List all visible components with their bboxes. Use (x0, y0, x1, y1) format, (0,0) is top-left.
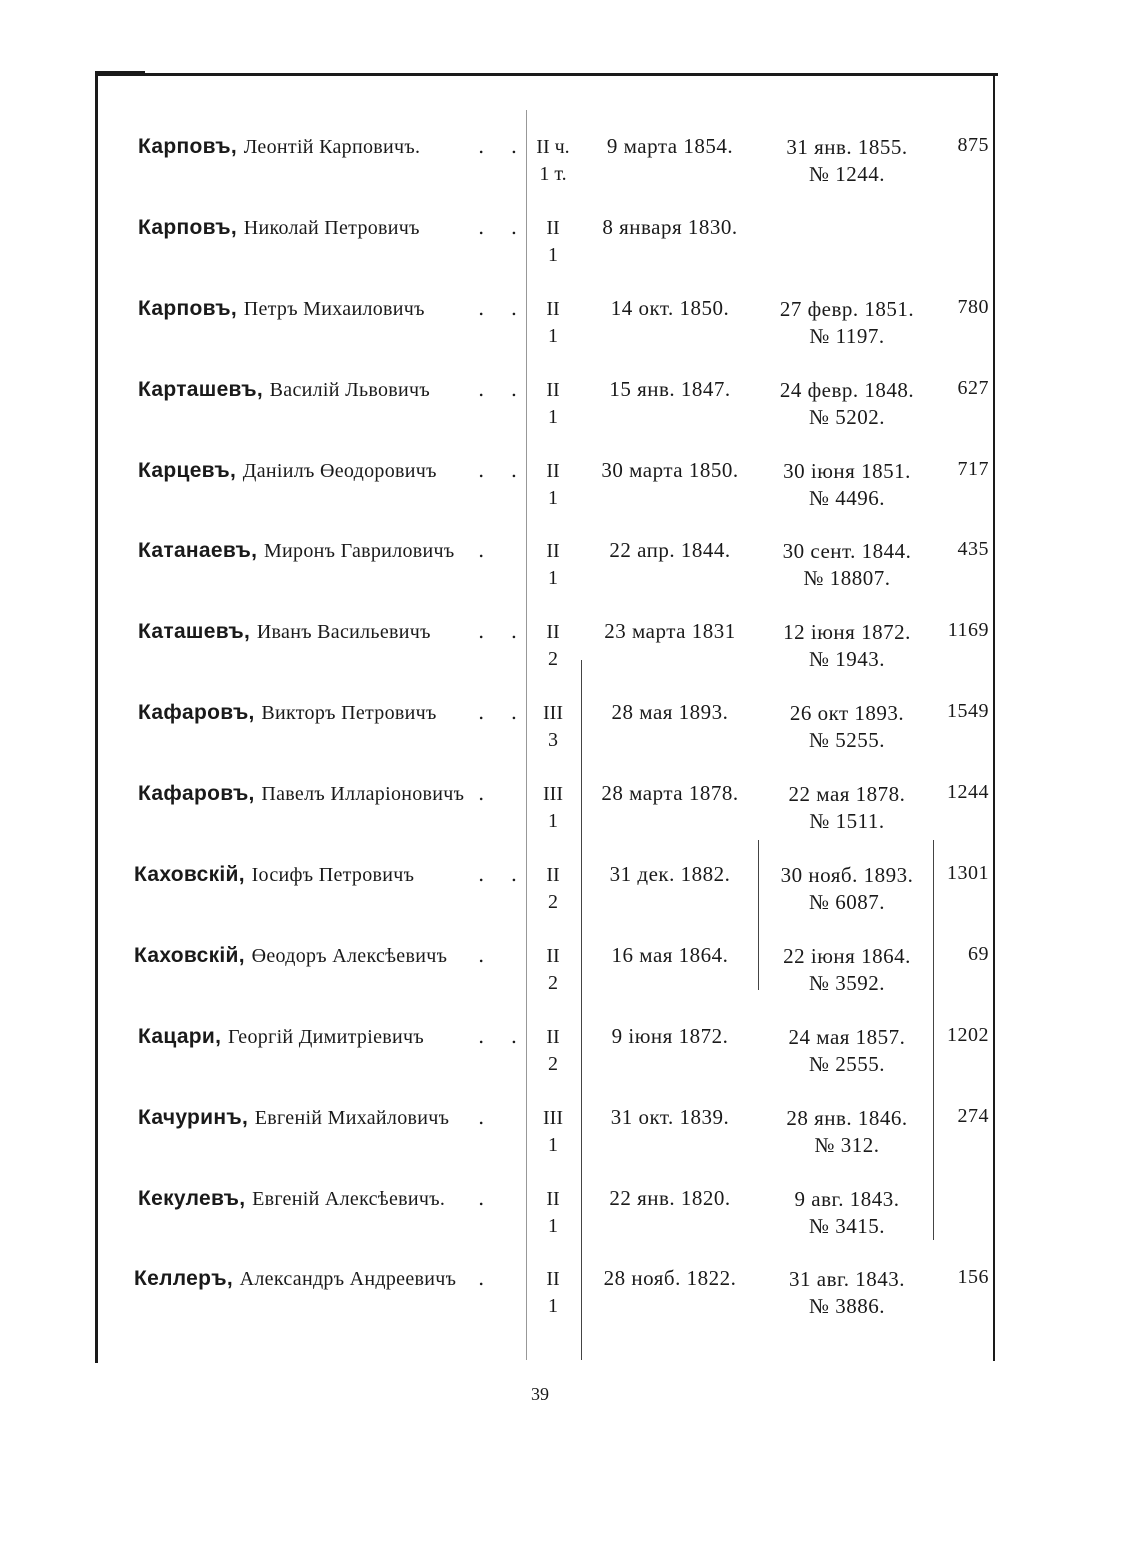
class-cell (527, 538, 579, 592)
date-of-order (760, 296, 934, 350)
class-cell (527, 215, 579, 269)
leader-dots: . (478, 538, 495, 563)
class-rank: III (543, 783, 563, 806)
order-number: № 5255. (808, 728, 886, 753)
order-number: № 4496. (808, 485, 886, 510)
class-degree: 2 (548, 971, 558, 994)
person-name (138, 619, 518, 644)
leader-dots: . (478, 781, 495, 806)
leader-dots: . . (478, 457, 528, 482)
order-number: № 1511. (809, 809, 885, 834)
surname: Карцевъ, (138, 458, 237, 482)
given-name: Миронъ Гавриловичъ (263, 540, 455, 563)
person-name (138, 458, 518, 483)
leader-dots: . . (478, 295, 528, 320)
given-name: Николай Петровичъ (243, 216, 420, 239)
order-date: 24 мая 1857. (788, 1024, 906, 1049)
surname: Кацари, (138, 1024, 222, 1048)
order-date: 26 окт 1893. (789, 701, 905, 726)
order-date: 22 мая 1878. (788, 782, 906, 807)
given-name: Иванъ Васильевичъ (256, 621, 431, 644)
top-rule (95, 73, 998, 76)
class-cell (527, 781, 579, 835)
given-name: Викторъ Петровичъ (261, 702, 437, 725)
date-of-rank: 15 янв. 1847. (609, 376, 731, 401)
order-number: № 1943. (808, 647, 886, 672)
class-rank: III (543, 1106, 563, 1129)
page-number: 39 (531, 1384, 549, 1404)
class-cell (527, 700, 579, 754)
order-number: № 5202. (808, 404, 886, 429)
class-cell (527, 458, 579, 512)
order-number: № 1197. (809, 323, 885, 348)
given-name: Василій Львовичъ (269, 378, 431, 401)
register-number: 1202 (947, 1023, 989, 1046)
class-degree: 1 т. (539, 163, 567, 185)
person-name (138, 134, 518, 159)
class-rank: II (546, 1268, 560, 1291)
class-rank: II (546, 459, 560, 482)
class-degree: 1 (548, 405, 558, 428)
order-date: 30 сент. 1844. (782, 539, 912, 564)
date-of-order (760, 1105, 934, 1159)
surname: Карповъ, (138, 296, 238, 320)
class-rank: II (546, 540, 560, 563)
person-name (134, 862, 514, 887)
order-date: 22 іюня 1864. (783, 943, 911, 968)
given-name: Даніилъ Өеодоровичъ (242, 459, 437, 482)
leader-dots: . . (478, 214, 528, 239)
date-of-rank: 30 марта 1850. (601, 457, 739, 482)
date-of-order (760, 1186, 934, 1240)
surname: Каховскій, (134, 863, 245, 887)
class-degree: 1 (548, 1295, 558, 1318)
date-of-order (760, 1024, 934, 1078)
given-name: Леонтій Карповичъ. (243, 136, 421, 158)
person-name (138, 1186, 518, 1211)
class-degree: 2 (548, 1052, 558, 1075)
person-name (138, 377, 518, 402)
date-of-rank: 28 мая 1893. (611, 700, 729, 725)
class-rank: II (546, 621, 560, 644)
class-degree: 1 (548, 1133, 558, 1156)
surname: Карповъ, (138, 215, 238, 239)
leader-dots: . . (478, 700, 528, 725)
surname: Кафаровъ, (138, 701, 255, 725)
class-degree: 1 (548, 243, 558, 266)
person-name (134, 943, 514, 968)
given-name: Павелъ Илларіоновичъ (261, 783, 465, 806)
order-date: 27 февр. 1851. (779, 296, 915, 321)
order-date: 28 янв. 1846. (786, 1105, 908, 1130)
date-of-rank: 16 мая 1864. (611, 942, 729, 967)
date-of-rank: 14 окт. 1850. (610, 295, 730, 320)
order-date: 9 авг. 1843. (794, 1186, 900, 1211)
class-cell (527, 296, 579, 350)
surname: Карповъ, (138, 135, 238, 158)
class-degree: 2 (548, 648, 558, 671)
table-row (0, 773, 1140, 854)
surname: Келлеръ, (134, 1267, 233, 1291)
leader-dots: . . (478, 134, 528, 158)
register-number: 1169 (947, 619, 989, 642)
leader-dots: . . (478, 376, 528, 401)
surname: Каташевъ, (138, 620, 251, 644)
person-name (134, 1266, 514, 1291)
leader-dots: . . (478, 862, 528, 887)
given-name: Петръ Михаиловичъ (243, 297, 425, 320)
person-name (138, 1105, 518, 1130)
table-row (0, 1178, 1140, 1259)
person-name (138, 538, 518, 563)
given-name: Александръ Андреевичъ (239, 1268, 457, 1291)
order-date: 31 авг. 1843. (789, 1267, 905, 1292)
class-degree: 1 (548, 324, 558, 347)
class-cell (527, 377, 579, 431)
class-degree: 3 (548, 729, 558, 752)
date-of-rank: 31 окт. 1839. (610, 1104, 730, 1129)
order-date: 24 февр. 1848. (779, 377, 915, 402)
order-date: 30 іюня 1851. (783, 458, 911, 483)
person-name (138, 700, 518, 725)
order-number: № 312. (814, 1132, 880, 1157)
class-cell (527, 943, 579, 997)
date-of-rank: 28 нояб. 1822. (603, 1266, 737, 1291)
table-row (0, 450, 1140, 531)
order-date: 12 іюня 1872. (783, 620, 911, 645)
class-rank: II ч. (536, 136, 570, 158)
surname: Качуринъ, (138, 1105, 249, 1129)
order-date: 31 янв. 1855. (786, 135, 908, 159)
surname: Кафаровъ, (138, 782, 255, 806)
order-number: № 1244. (808, 162, 886, 186)
register-number: 1549 (947, 700, 989, 723)
table-row (0, 530, 1140, 611)
leader-dots: . (478, 1266, 495, 1291)
class-rank: III (543, 702, 563, 725)
date-of-rank: 9 марта 1854. (606, 134, 734, 158)
date-of-rank: 23 марта 1831 (604, 619, 736, 644)
class-cell (527, 1024, 579, 1078)
given-name: Евгеній Михайловичъ (254, 1106, 450, 1129)
table-row (0, 935, 1140, 1016)
register-table (0, 126, 1140, 1339)
leader-dots: . (478, 1104, 495, 1129)
table-row (0, 1097, 1140, 1178)
table-row (0, 126, 1140, 207)
date-of-order (760, 619, 934, 673)
register-number: 156 (957, 1266, 989, 1289)
surname: Катанаевъ, (138, 539, 258, 563)
class-cell (527, 619, 579, 673)
class-degree: 2 (548, 891, 558, 914)
date-of-order (760, 781, 934, 835)
order-number: № 3886. (808, 1294, 886, 1319)
order-number: № 2555. (808, 1051, 886, 1076)
class-rank: II (546, 378, 560, 401)
date-of-rank: 8 января 1830. (602, 214, 738, 239)
class-degree: 1 (548, 486, 558, 509)
class-rank: II (546, 216, 560, 239)
leader-dots: . (478, 1185, 495, 1210)
surname: Кекулевъ, (138, 1186, 246, 1210)
person-name (138, 1024, 518, 1049)
surname: Каховскій, (134, 943, 245, 967)
register-number: 717 (957, 457, 989, 480)
surname: Карташевъ, (138, 377, 263, 401)
table-row (0, 692, 1140, 773)
class-rank: II (546, 297, 560, 320)
table-row (0, 1258, 1140, 1339)
given-name: Евгеній Алексѣевичъ. (252, 1187, 446, 1210)
register-number: 875 (957, 134, 989, 156)
date-of-rank: 22 апр. 1844. (609, 538, 731, 563)
class-cell (527, 1186, 579, 1240)
register-number: 627 (957, 376, 989, 399)
date-of-rank: 28 марта 1878. (601, 781, 739, 806)
register-number: 780 (957, 295, 989, 318)
leader-dots: . (478, 942, 495, 967)
date-of-order (760, 700, 934, 754)
order-number: № 3415. (808, 1213, 886, 1238)
person-name (138, 215, 518, 240)
order-number: № 18807. (803, 566, 891, 591)
class-cell (527, 862, 579, 916)
date-of-order (760, 862, 934, 916)
register-number: 435 (957, 538, 989, 561)
order-number: № 6087. (808, 890, 886, 915)
table-row (0, 207, 1140, 288)
class-rank: II (546, 944, 560, 967)
class-cell (527, 134, 579, 188)
date-of-rank: 9 іюня 1872. (611, 1023, 729, 1048)
date-of-order (760, 377, 934, 431)
given-name: Өеодоръ Алексѣевичъ (251, 944, 448, 967)
register-number: 1244 (947, 781, 989, 804)
register-number: 274 (957, 1104, 989, 1127)
leader-dots: . . (478, 619, 528, 644)
class-degree: 1 (548, 567, 558, 590)
class-degree: 1 (548, 1214, 558, 1237)
date-of-rank: 31 дек. 1882. (609, 862, 731, 887)
table-row (0, 288, 1140, 369)
class-degree: 1 (548, 810, 558, 833)
date-of-order (760, 1266, 934, 1320)
date-of-order (760, 943, 934, 997)
date-of-order (760, 538, 934, 592)
table-row (0, 854, 1140, 935)
register-number: 1301 (947, 862, 989, 885)
register-number: 69 (968, 942, 989, 965)
person-name (138, 781, 518, 806)
given-name: Іосифъ Петровичъ (251, 864, 415, 887)
order-date: 30 нояб. 1893. (780, 863, 914, 888)
class-cell (527, 1266, 579, 1320)
date-of-rank: 22 янв. 1820. (609, 1185, 731, 1210)
leader-dots: . . (478, 1023, 528, 1048)
person-name (138, 296, 518, 321)
date-of-order (760, 458, 934, 512)
table-row (0, 369, 1140, 450)
order-number: № 3592. (808, 970, 886, 995)
class-rank: II (546, 1025, 560, 1048)
class-rank: II (546, 1187, 560, 1210)
table-row (0, 1016, 1140, 1097)
date-of-order (760, 134, 934, 188)
table-row (0, 611, 1140, 692)
given-name: Георгій Димитріевичъ (227, 1025, 425, 1048)
class-cell (527, 1105, 579, 1159)
class-rank: II (546, 864, 560, 887)
